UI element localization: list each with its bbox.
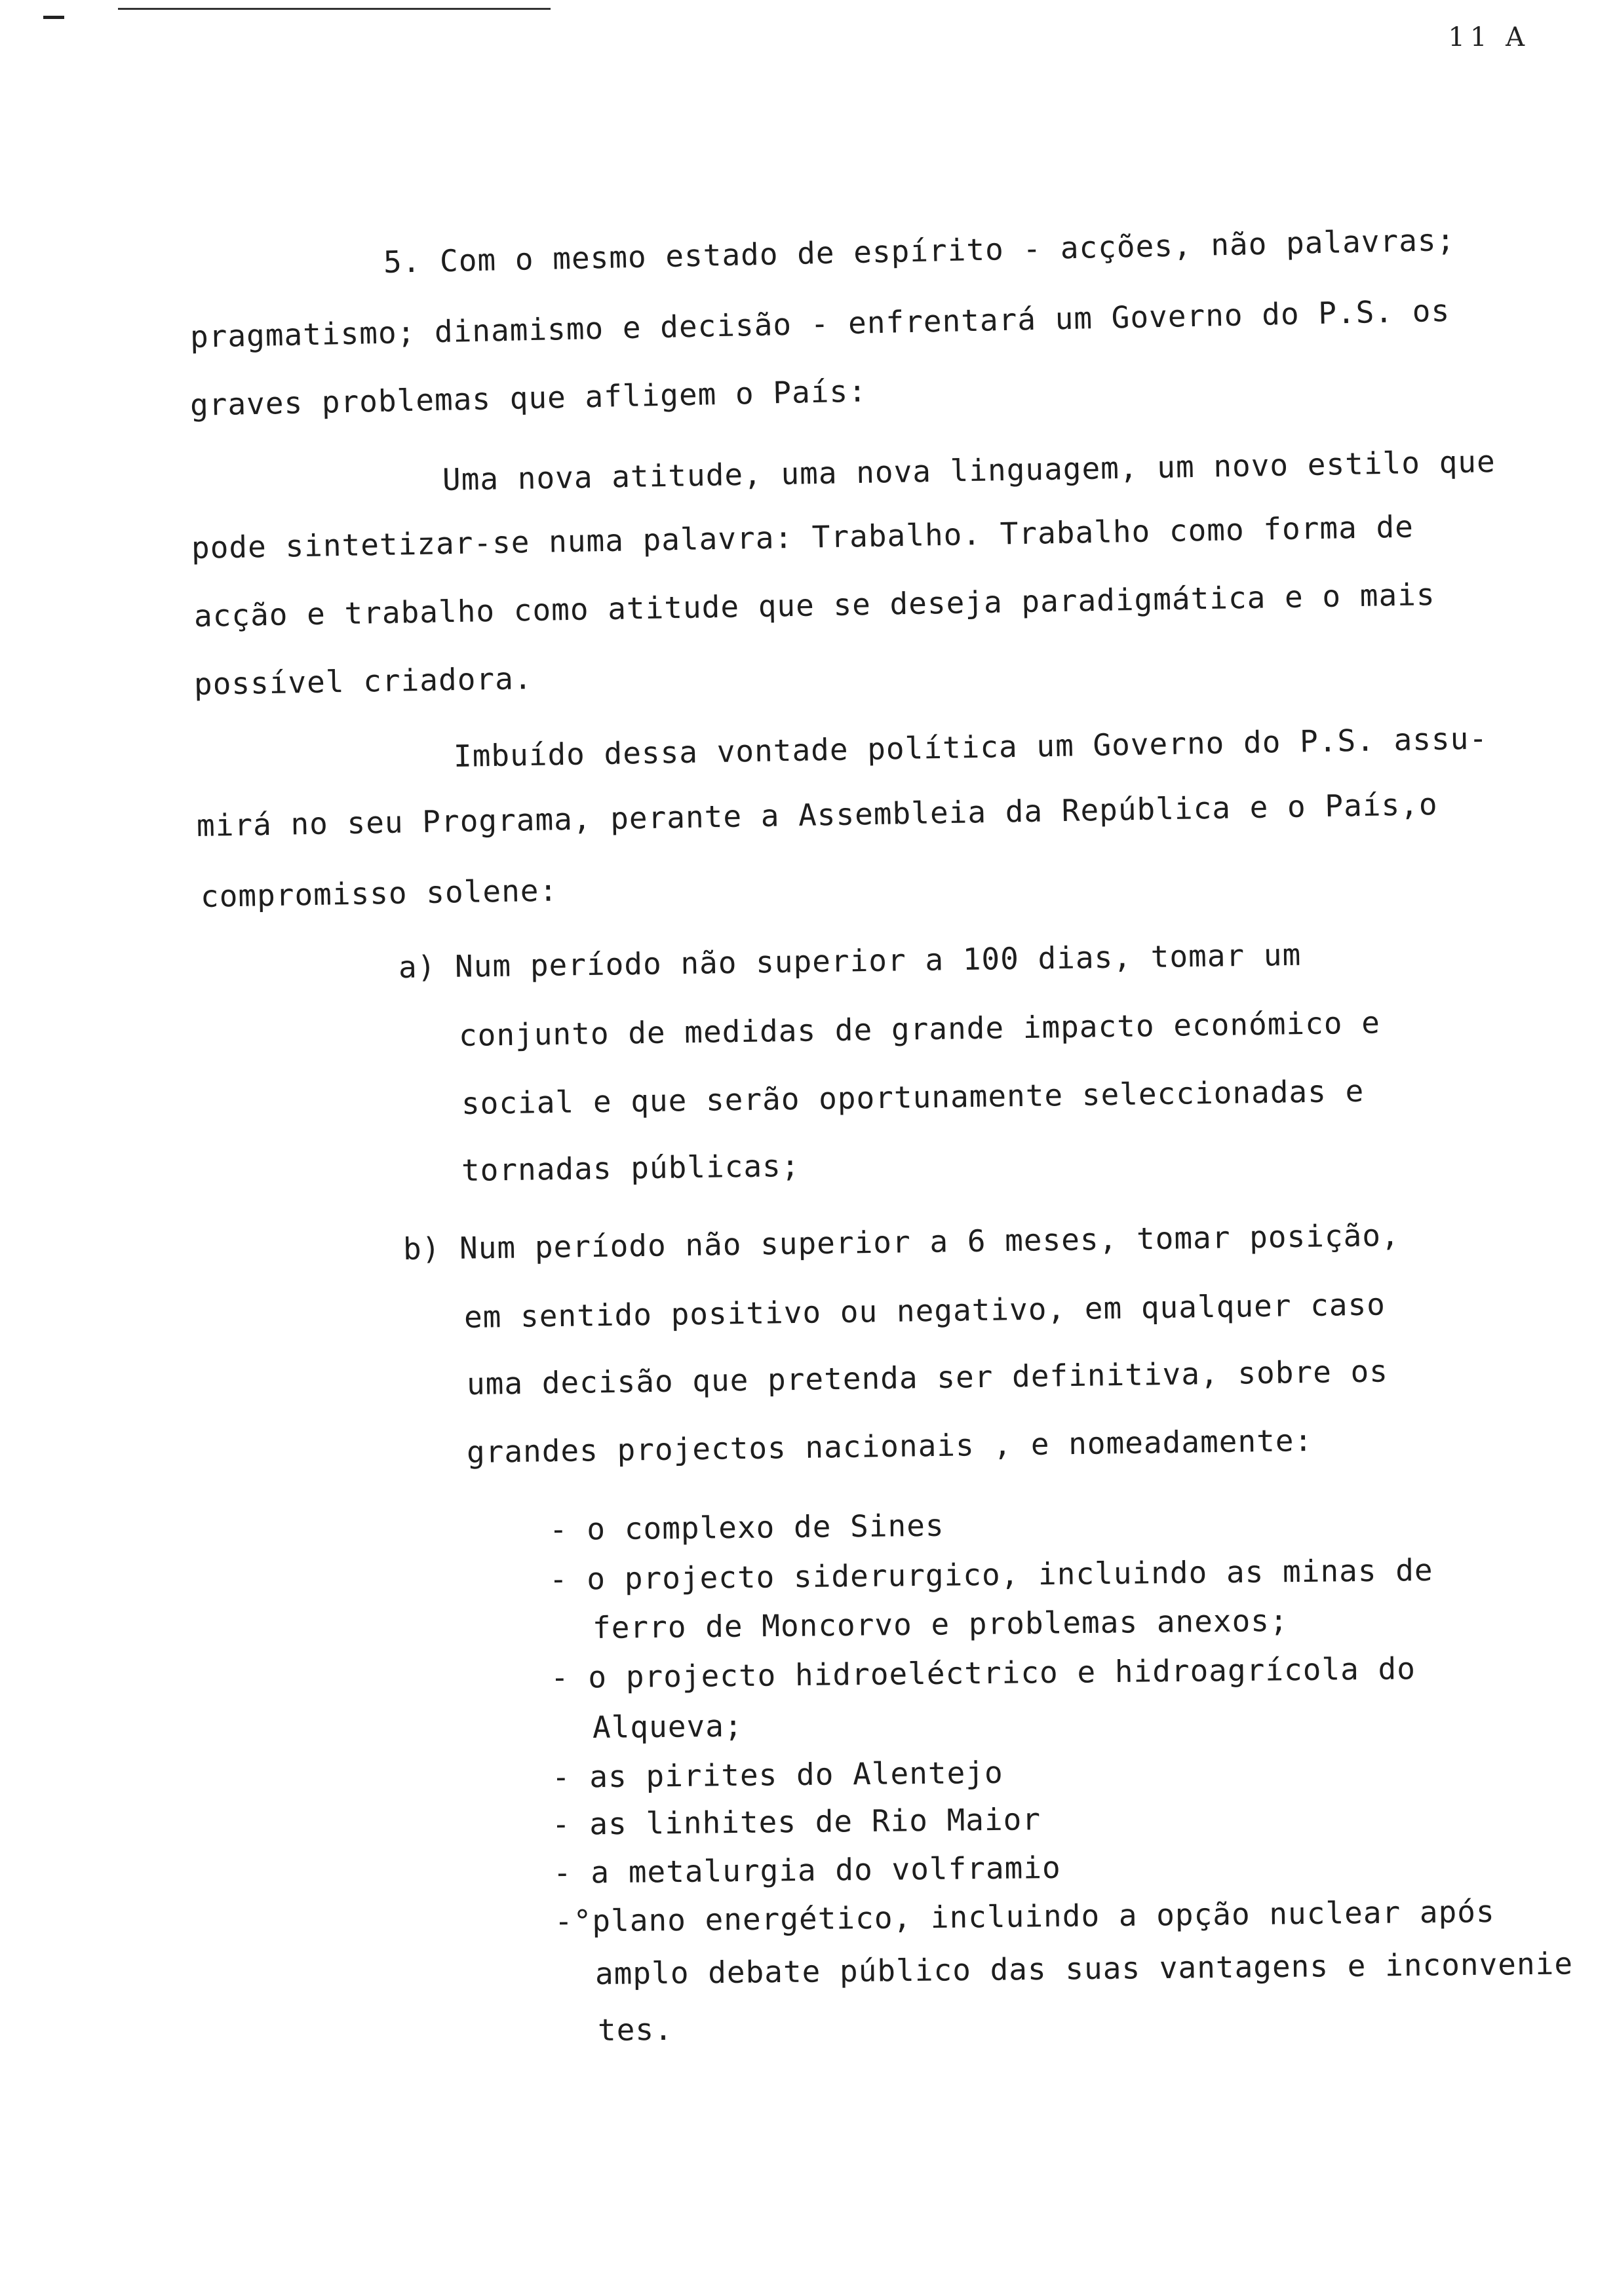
project-siderurgico-line-2: ferro de Moncorvo e problemas anexos; — [592, 1602, 1289, 1645]
project-pirites: - as pirites do Alentejo — [551, 1754, 1003, 1795]
paragraph-5-line-3: graves problemas que afligem o País: — [189, 373, 868, 423]
project-linhites: - as linhites de Rio Maior — [551, 1801, 1041, 1842]
project-alqueva-line-2: Alqueva; — [592, 1708, 743, 1745]
project-energetico-line-1: -°plano energético, incluindo a opção nuclear após — [554, 1893, 1495, 1939]
item-b-line-3: uma decisão que pretenda ser definitiva, sobre os — [466, 1353, 1389, 1402]
project-energetico-line-3: tes. — [597, 2011, 674, 2048]
item-b-line-4: grandes projectos nacionais , e nomeadamente: — [466, 1422, 1313, 1470]
project-alqueva-line-1: - o projecto hidroeléctrico e hidroagrícola do — [550, 1651, 1416, 1695]
item-b-line-2: em sentido positivo ou negativo, em qualquer caso — [463, 1286, 1386, 1335]
paragraph-attitude-line-1: Uma nova atitude, uma nova linguagem, um novo estilo que — [442, 443, 1496, 497]
paragraph-attitude-line-4: possível criadora. — [193, 660, 533, 702]
paragraph-5-line-1: 5. Com o mesmo estado de espírito - acções, não palavras; — [383, 221, 1456, 280]
project-energetico-line-2: amplo debate público das suas vantagens e inconvenie — [594, 1945, 1574, 1991]
item-a-line-4: tornadas públicas; — [461, 1147, 800, 1188]
paragraph-commitment-line-3: compromisso solene: — [200, 872, 558, 914]
paragraph-commitment-line-2: mirá no seu Programa, perante a Assembleia da República e o País,o — [196, 786, 1439, 843]
paragraph-5-line-2: pragmatismo; dinamismo e decisão - enfrentará um Governo do P.S. os — [189, 292, 1450, 354]
margin-mark — [43, 16, 64, 19]
paragraph-attitude-line-2: pode sintetizar-se numa palavra: Trabalho. Trabalho como forma de — [191, 508, 1414, 565]
item-a-line-3: social e que serão oportunamente seleccionadas e — [461, 1073, 1365, 1121]
page-number: 11 A — [1448, 22, 1530, 52]
paragraph-attitude-line-3: acção e trabalho como atitude que se deseja paradigmática e o mais — [193, 576, 1436, 634]
item-a-line-2: conjunto de medidas de grande impacto económico e — [458, 1004, 1381, 1053]
project-sines: - o complexo de Sines — [549, 1507, 944, 1547]
item-b-line-1: b) Num período não superior a 6 meses, tomar posição, — [402, 1217, 1401, 1267]
paragraph-commitment-line-1: Imbuído dessa vontade política um Governo do P.S. assu- — [453, 720, 1489, 774]
item-a-line-1: a) Num período não superior a 100 dias, tomar um — [398, 936, 1302, 985]
top-rule — [118, 8, 551, 10]
project-siderurgico-line-1: - o projecto siderurgico, incluindo as minas de — [549, 1552, 1433, 1597]
project-volframio: - a metalurgia do volframio — [553, 1849, 1061, 1890]
